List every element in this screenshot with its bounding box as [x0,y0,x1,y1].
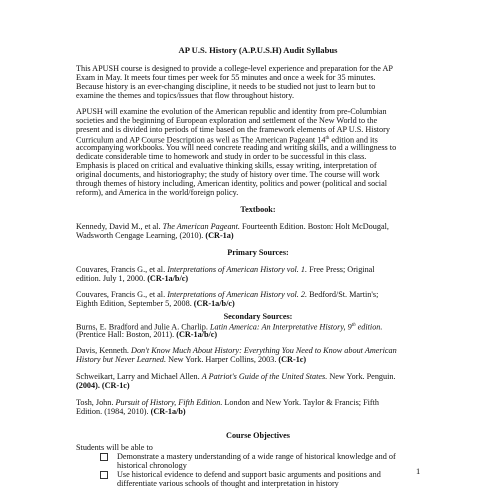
primary-source-1-line-1 [76,265,436,274]
secondary-source-4-publisher: London and New York. Taylor & Francis; Fifth [222,398,380,407]
description-line-6: dedicate considerable time to homework and study in order to be successful in this class. [76,152,367,161]
superscript-th: th [325,136,330,141]
secondary-source-3-line-1 [76,372,436,381]
primary-source-1-date: edition. July 1, 2000. [76,274,148,283]
textbook-citation-line-2 [76,231,436,240]
intro-line-3: Because history is an ever-changing discipline, it needs to be studied not just to learn but to [76,82,376,91]
objective-1-line-1: Demonstrate a mastery understanding of a wide range of historical knowledge and of [117,452,396,461]
secondary-source-2-title-cont: History but Never Learned. [76,355,167,364]
curriculum-tag: (CR-1a) [205,231,234,240]
description-line-5: accompanying workbooks. You will need concrete reading and writing skills, and a willingness to [76,143,397,152]
primary-source-1-publisher: Free Press; Original [307,265,375,274]
secondary-source-4-author: Tosh, John. [76,398,116,407]
checkbox-icon [100,471,108,479]
secondary-source-2-title: Don't Know Much About History: Everything You Need to Know about American [131,346,397,355]
description-line-1: APUSH will examine the evolution of the American republic and identity from pre-Columbian [76,107,387,116]
primary-source-2-author: Couvares, Francis G., et al. [76,290,168,299]
secondary-sources-heading: Secondary Sources: [223,312,293,321]
intro-line-1: This APUSH course is designed to provide a college-level experience and preparation for the AP [76,64,393,73]
secondary-source-2-line-1 [76,346,436,355]
intro-line-2: Exam in May. It meets four times per week for 55 minutes and once a week for 35 minutes. [76,73,376,82]
secondary-source-2-publisher: New York. Harper Collins, 2003. [166,355,279,364]
curriculum-tag: (CR-1c) [278,355,307,364]
secondary-source-1-title: Latin America: An Interpretative History, [209,322,346,332]
checkbox-icon [100,453,108,461]
primary-source-1-line-2 [76,274,436,283]
description-line-4-end: edition and its [329,135,378,145]
secondary-source-4-date: Edition. (1984, 2010). [76,407,151,416]
page-number: 1 [416,466,421,476]
primary-source-2-line-1 [76,290,436,299]
secondary-source-1-line-2 [76,330,436,339]
description-line-7: Emphasis is placed on critical and evaluative thinking skills, essay writing, interpretation of [76,161,377,170]
document-title: AP U.S. History (A.P.U.S.H) Audit Syllabus [178,45,338,55]
secondary-source-1-edition: 9 [345,322,352,332]
textbook-citation-line-1 [76,222,436,231]
secondary-source-3-publisher: New York. Penguin. [327,372,396,381]
description-line-10: reform), and America in the world/foreign policy. [76,188,239,197]
textbook-heading: Textbook: [240,205,276,214]
primary-source-1-title: Interpretations of American History vol. 1. [167,265,308,274]
curriculum-tag: (CR-1a/b/c) [147,274,189,283]
description-line-3: present and is divided into periods of time based on the framework elements of AP U.S. History [76,125,390,134]
intro-line-4: examine the themes and topics/issues that flow throughout history. [76,91,294,100]
secondary-source-4-title: Pursuit of History, Fifth Edition. [115,398,223,407]
secondary-source-2-author: Davis, Kenneth. [76,346,132,355]
objective-2-line-1: Use historical evidence to defend and support basic arguments and positions and [117,470,381,479]
description-line-2: societies and the beginning of European exploration and settlement of the New World to the [76,116,378,125]
secondary-source-3-line-2: (2004). (CR-1c) [76,381,130,390]
curriculum-tag: (CR-1a/b/c) [193,299,235,308]
secondary-source-1-author: Burns, E. Bradford and Julie A. Charlip. [76,322,210,332]
course-objectives-heading: Course Objectives [226,431,290,440]
description-line-9: through themes of history including, American identity, politics and power (political and social [76,179,387,188]
textbook-author: Kennedy, David M., et al. [76,222,163,231]
primary-source-2-publisher: Bedford/St. Martin's; [307,290,379,299]
primary-source-2-title: Interpretations of American History vol. 2. [167,290,308,299]
curriculum-tag: (CR-1a/b/c) [176,330,218,339]
primary-source-1-author: Couvares, Francis G., et al. [76,265,168,274]
textbook-publisher: Fourteenth Edition. Boston: Holt McDougal, [239,222,389,231]
secondary-source-1-publisher: (Prentice Hall: Boston, 2011). [76,330,177,339]
description-line-4-text: Curriculum and AP Course Description as well as The American Pageant 14 [76,135,326,145]
curriculum-tag: (CR-1a/b) [150,407,186,416]
objective-1-line-2: historical chronology [117,461,187,470]
secondary-source-4-line-2 [76,407,436,416]
secondary-source-2-line-2 [76,355,436,364]
textbook-publisher-cont: Wadsworth Cengage Learning, (2010). [76,231,206,240]
secondary-source-1-edition-word: edition. [355,322,383,332]
primary-source-2-date: Eighth Edition, September 5, 2008. [76,299,194,308]
primary-sources-heading: Primary Sources: [227,248,289,257]
objective-2-line-2: differentiate various schools of thought and interpretation in history [117,479,339,488]
secondary-source-3-title: A Patriot's Guide of the United States. [201,372,328,381]
secondary-source-4-line-1 [76,398,436,407]
textbook-title: The American Pageant. [162,222,240,231]
secondary-source-3-author: Schweikart, Larry and Michael Allen. [76,372,202,381]
primary-source-2-line-2 [76,299,436,308]
objectives-intro: Students will be able to [76,443,153,452]
superscript-th: th [351,323,356,328]
description-line-8: original documents, and historiography; the study of history over time. The course will work [76,170,380,179]
